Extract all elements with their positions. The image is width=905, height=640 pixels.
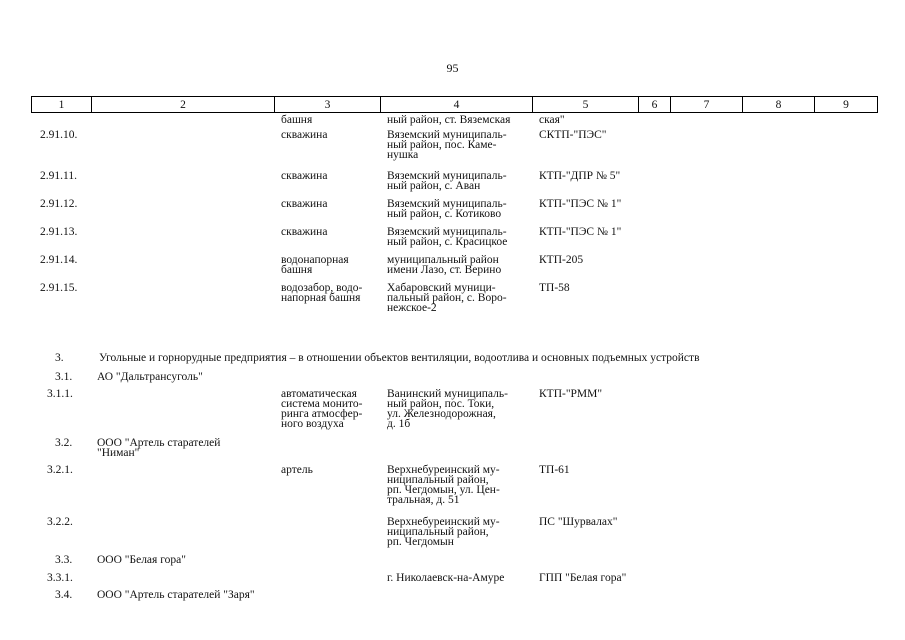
organization-cell: [97, 555, 186, 565]
object-type-cell-line: скважина: [281, 170, 328, 182]
col-number-2: 2: [92, 97, 275, 113]
substation-cell: [539, 171, 620, 181]
object-type-cell: [281, 283, 362, 303]
row-number: [55, 438, 72, 448]
organization-cell-line: ООО "Артель старателей "Заря": [97, 589, 255, 601]
organization-cell-line: "Ниман": [97, 447, 140, 459]
col-number-1: 1: [32, 97, 92, 113]
substation-cell-line: КТП-"ПЭС № 1": [539, 226, 622, 238]
row-number: [47, 573, 73, 583]
section-number-line: 3.: [55, 352, 64, 364]
substation-cell-line: КТП-"РММ": [539, 388, 603, 400]
row-number-line: 2.91.12.: [40, 198, 78, 210]
row-number: [40, 130, 77, 140]
object-type-cell-line: система монито-: [281, 398, 363, 410]
location-cell-line: ниципальный район,: [387, 474, 489, 486]
row-number: [55, 372, 72, 382]
object-type-cell: [281, 171, 327, 181]
location-cell-line: рп. Чегдомын: [387, 536, 454, 548]
row-number: [55, 590, 72, 600]
page-number: 95: [446, 61, 459, 75]
location-cell-line: ный район, с. Аван: [387, 180, 481, 192]
row-number-line: 3.1.1.: [47, 388, 73, 400]
location-cell: [387, 199, 507, 219]
object-type-cell: [281, 227, 327, 237]
substation-cell-line: КТП-"ПЭС № 1": [539, 198, 622, 210]
substation-cell: [539, 227, 621, 237]
row-number-line: 2.91.11.: [40, 170, 77, 182]
location-cell-line: нежское-2: [387, 302, 437, 314]
object-type-cell: [281, 115, 312, 125]
location-cell-line: ный район, с. Красицкое: [387, 236, 508, 248]
section-title: [99, 353, 700, 363]
object-type-cell-line: скважина: [281, 226, 328, 238]
object-type-cell-line: башня: [281, 264, 313, 276]
row-number-line: 3.4.: [55, 589, 73, 601]
organization-cell-line: АО "Дальтрансуголь": [97, 371, 203, 383]
row-number-line: 3.2.1.: [47, 464, 73, 476]
location-cell-line: Вяземский муниципаль-: [387, 198, 507, 210]
row-number-line: 2.91.10.: [40, 129, 78, 141]
location-cell-line: муниципальный район: [387, 254, 499, 266]
row-number-line: 3.3.: [55, 554, 73, 566]
substation-cell: [539, 517, 617, 527]
location-cell-line: Ванинский муниципаль-: [387, 388, 508, 400]
location-cell: [387, 171, 507, 191]
substation-cell-line: ТП-58: [539, 282, 570, 294]
object-type-cell: [281, 199, 327, 209]
object-type-cell-line: скважина: [281, 129, 328, 141]
location-cell-line: ный район, ст. Вяземская: [387, 114, 511, 126]
object-type-cell: [281, 389, 362, 429]
row-number-line: 2.91.15.: [40, 282, 78, 294]
location-cell-line: имени Лазо, ст. Верино: [387, 264, 502, 276]
col-number-3: 3: [275, 97, 381, 113]
location-cell-line: Вяземский муниципаль-: [387, 170, 507, 182]
substation-cell-line: ГПП "Белая гора": [539, 572, 627, 584]
location-cell-line: ул. Железнодорожная,: [387, 408, 496, 420]
location-cell: [387, 227, 507, 247]
col-number-4: 4: [381, 97, 533, 113]
location-cell-line: нушка: [387, 149, 419, 161]
row-number: [47, 465, 73, 475]
row-number-line: 3.2.2.: [47, 516, 73, 528]
organization-cell: [97, 372, 203, 382]
substation-cell-line: КТП-"ДПР № 5": [539, 170, 621, 182]
substation-cell: [539, 115, 565, 125]
object-type-cell-line: напорная башня: [281, 292, 361, 304]
location-cell-line: Верхнебуреинский му-: [387, 464, 500, 476]
substation-cell-line: ПС "Шурвалах": [539, 516, 618, 528]
object-type-cell-line: артель: [281, 464, 313, 476]
row-number: [47, 517, 73, 527]
object-type-cell-line: башня: [281, 114, 313, 126]
substation-cell-line: КТП-205: [539, 254, 584, 266]
location-cell-line: Вяземский муниципаль-: [387, 226, 507, 238]
row-number: [40, 171, 77, 181]
col-number-6: 6: [639, 97, 671, 113]
location-cell: [387, 573, 504, 583]
location-cell-line: Вяземский муниципаль-: [387, 129, 507, 141]
object-type-cell-line: скважина: [281, 198, 328, 210]
location-cell-line: ный район, с. Котиково: [387, 208, 502, 220]
location-cell: [387, 389, 508, 429]
object-type-cell-line: водонапорная: [281, 254, 349, 266]
row-number-line: 2.91.14.: [40, 254, 78, 266]
location-cell: [387, 465, 500, 505]
location-cell: [387, 130, 507, 160]
location-cell-line: Верхнебуреинский му-: [387, 516, 500, 528]
col-number-5: 5: [533, 97, 639, 113]
object-type-cell: [281, 465, 313, 475]
location-cell: [387, 517, 500, 547]
column-header-table: [31, 96, 878, 113]
substation-cell-line: ТП-61: [539, 464, 570, 476]
object-type-cell: [281, 255, 349, 275]
location-cell: [387, 115, 510, 125]
object-type-cell-line: ного воздуха: [281, 418, 344, 430]
row-number: [40, 227, 77, 237]
col-number-9: 9: [815, 97, 878, 113]
section-number: [55, 353, 64, 363]
object-type-cell-line: ринга атмосфер-: [281, 408, 363, 420]
row-number: [40, 283, 77, 293]
location-cell-line: ниципальный район,: [387, 526, 489, 538]
row-number: [40, 199, 77, 209]
row-number: [40, 255, 77, 265]
location-cell-line: пальный район, с. Воро-: [387, 292, 507, 304]
location-cell: [387, 255, 501, 275]
substation-cell: [539, 283, 570, 293]
row-number: [55, 555, 72, 565]
organization-cell: [97, 590, 255, 600]
row-number: [47, 389, 73, 399]
substation-cell: [539, 255, 583, 265]
section-title-line: Угольные и горнорудные предприятия – в отношении объектов вентиляции, водоотлива и основных подъемных устройств: [99, 352, 700, 364]
col-number-7: 7: [671, 97, 743, 113]
location-cell-line: г. Николаевск-на-Амуре: [387, 572, 505, 584]
organization-cell-line: ООО "Белая гора": [97, 554, 186, 566]
location-cell: [387, 283, 507, 313]
organization-cell: [97, 438, 220, 458]
column-number-row: [32, 97, 878, 113]
substation-cell-line: ская": [539, 114, 565, 126]
row-number-line: 3.2.: [55, 437, 73, 449]
object-type-cell: [281, 130, 327, 140]
substation-cell: [539, 199, 621, 209]
row-number-line: 2.91.13.: [40, 226, 78, 238]
substation-cell: [539, 389, 602, 399]
location-cell-line: рп. Чегдомын, ул. Цен-: [387, 484, 500, 496]
location-cell-line: Хабаровский муници-: [387, 282, 496, 294]
location-cell-line: д. 1б: [387, 418, 411, 430]
substation-cell: [539, 465, 570, 475]
substation-cell-line: СКТП-"ПЭС": [539, 129, 607, 141]
location-cell-line: ный район, пос. Токи,: [387, 398, 495, 410]
row-number-line: 3.1.: [55, 371, 73, 383]
row-number-line: 3.3.1.: [47, 572, 73, 584]
object-type-cell-line: водозабор, водо-: [281, 282, 363, 294]
organization-cell-line: ООО "Артель старателей: [97, 437, 221, 449]
substation-cell: [539, 130, 606, 140]
col-number-8: 8: [743, 97, 815, 113]
object-type-cell-line: автоматическая: [281, 388, 357, 400]
location-cell-line: ный район, пос. Каме-: [387, 139, 497, 151]
substation-cell: [539, 573, 626, 583]
location-cell-line: тральная, д. 51: [387, 494, 460, 506]
